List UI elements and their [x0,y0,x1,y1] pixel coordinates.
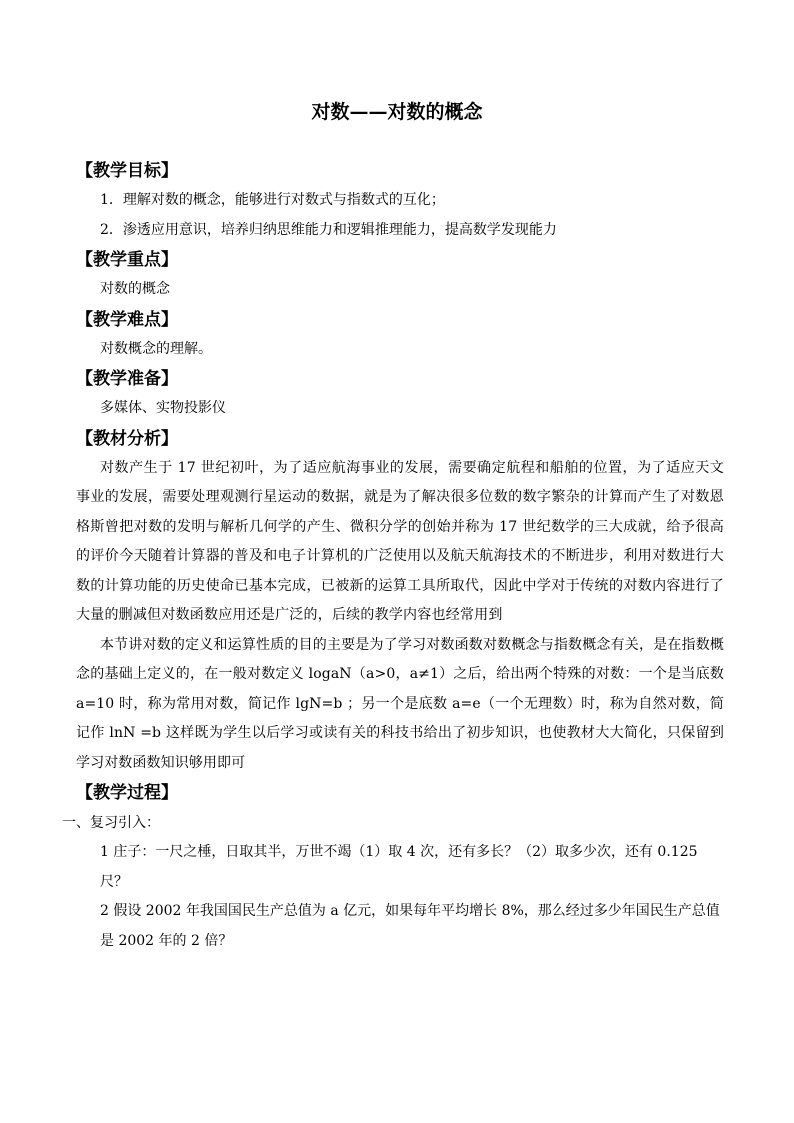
process-heading: 【教学过程】 [76,783,178,803]
document-body [62,156,724,956]
keypoint-heading: 【教学重点】 [76,250,178,270]
analysis-paragraph-1: 对数产生于 17 世纪初叶，为了适应航海事业的发展，需要确定航程和船舶的位置，为了适应天文事业的发展，需要处理观测行星运动的数据，就是为了解决很多位数的数字繁杂的计算而产生了对数恩格斯曾把对数的发明与解析几何学的产生、微积分学的创始并称为 17 世纪数学的三大成就，给予很高的评价今天随着计算器的普及和电子计算机的广泛使用以及航天航海技术的不断进步，利用对数进行大数的计算功能的历史使命已基本完成，已被新的运算工具所取代，因此中学对于传统的对数内容进行了大量的删减但对数函数应用还是广泛的，后续的教学内容也经常用到 [76,459,724,623]
analysis-heading: 【教材分析】 [76,428,178,449]
preparation-text: 多媒体、实物投影仪 [100,400,226,416]
difficulty-text: 对数概念的理解。 [100,340,212,357]
analysis-paragraph-2: 本节讲对数的定义和运算性质的目的主要是为了学习对数函数对数概念与指数概念有关，是在指数概念的基础上定义的，在一般对数定义 logaN（a>0，a≠1）之后，给出两个特殊的对数：一个是当底数 a=10 时，称为常用对数，简记作 lgN=b ；另一个是底数 a=e（一个无理数）时，称为自然对数，简记作 lnN =b 这样既为学生以后学习或读有关的科技书给出了初步知识，也使教材大大简化，只保留到学习对数函数知识够用即可 [76,636,724,771]
objective-item: 2．渗透应用意识，培养归纳思维能力和逻辑推理能力，提高数学发现能力 [100,221,557,238]
review-question-2: 2 假设 2002 年我国国民生产总值为 a 亿元，如果每年平均增长 8%，那么经过多少年国民生产总值是 2002 年的 2 倍？ [100,903,720,949]
objective-item: 1．理解对数的概念，能够进行对数式与指数式的互化； [100,192,445,208]
review-heading: 一、复习引入： [62,815,160,831]
review-question-1: 1 庄子：一尺之棰，日取其半，万世不竭（1）取 4 次，还有多长？（2）取多少次，还有 0.125 尺？ [100,844,698,890]
preparation-heading: 【教学准备】 [76,369,178,389]
difficulty-heading: 【教学难点】 [76,309,178,330]
keypoint-text: 对数的概念 [100,281,170,297]
page-title: 对数——对数的概念 [311,101,483,123]
objectives-heading: 【教学目标】 [76,161,178,181]
